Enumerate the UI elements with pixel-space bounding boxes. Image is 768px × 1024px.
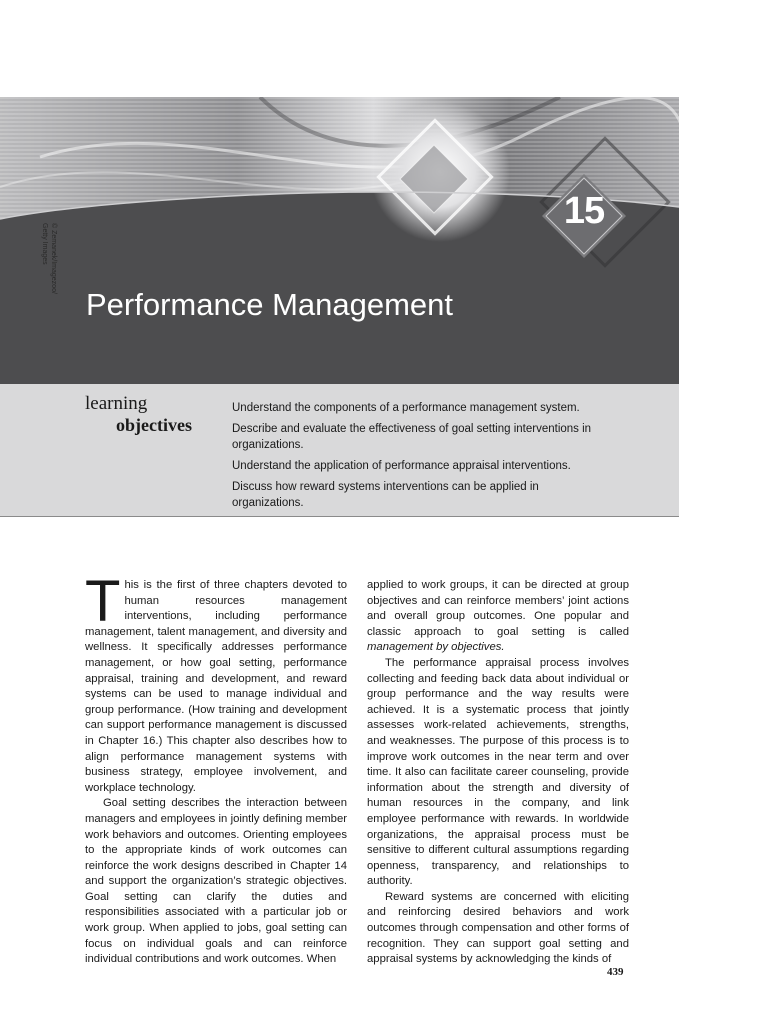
- body-paragraph: [85, 569, 347, 796]
- body-paragraph: The performance appraisal process involves collecting and feeding back data about individual or group performance and the way results were achieved. It is a systematic process that jointly assesses work-related achievements, strengths, and weaknesses. The purpose of this process is to improve work outcomes in the near term and over time. It also can facilitate career counseling, provide information about the strength and diversity of human resources in the company, and link employee performance with rewards. In worldwide organizations, the appraisal process must be sensitive to different cultural assumptions regarding openness, transparency, and relationships to authority.: [367, 656, 629, 888]
- chapter-title: Performance Management: [86, 287, 454, 322]
- body-paragraph: Goal setting describes the interaction between managers and employees in jointly defining member work behaviors and outcomes. Orienting employees to the appropriate kinds of work outcomes can reinforce the work designs described in Chapter 14 and support the organization’s strategic objectives. Goal setting can clarify the duties and responsibilities associated with a particular job or work group. When applied to jobs, goal setting can focus on individual goals and can reinforce individual contributions and work outcomes. When: [85, 797, 347, 966]
- objective-item: Discuss how reward systems interventions can be applied in organizations.: [232, 481, 539, 509]
- chapter-number: 15: [563, 190, 605, 232]
- page-number: 439: [607, 966, 624, 978]
- objective-item: Understand the components of a performance management system.: [232, 402, 580, 414]
- paragraph-text: his is the first of three chapters devoted to human resources management interventions, including performance management, talent management, and diversity and wellness. It specifically addresses performance management, or how goal setting, performance appraisal, training and development, and reward systems can be used to manage individual and group performance. (How training and development can support performance management is discussed in Chapter 16.) This chapter also describes how to align performance management systems with business strategy, employee involvement, and workplace technology.: [85, 579, 347, 794]
- photo-credit-line-2: Getty Images: [41, 223, 48, 265]
- photo-credit: [40, 223, 58, 294]
- objective-item: Understand the application of performance appraisal interventions.: [232, 460, 571, 472]
- photo-credit-line-1: © Zemanek/Imagezoo/: [50, 223, 57, 294]
- objective-item: Describe and evaluate the effectiveness of goal setting interventions in organizations.: [232, 423, 592, 451]
- body-column-right: [367, 578, 629, 968]
- paragraph-text: applied to work groups, it can be directed at group objectives and can reinforce members’ joint actions and overall group outcomes. One popular and classic approach to goal setting is called: [367, 579, 629, 638]
- italic-term: management by objectives.: [367, 641, 505, 654]
- drop-cap: T: [85, 569, 121, 634]
- body-paragraph: [367, 578, 629, 656]
- learning-label: learning: [85, 393, 148, 414]
- objectives-label: objectives: [116, 415, 192, 435]
- body-paragraph: Reward systems are concerned with eliciting and reinforcing desired behaviors and work outcomes through compensation and other forms of recognition. They can support goal setting and appraisal systems by acknowledging the kinds of: [367, 890, 629, 966]
- learning-objectives-list: [232, 400, 612, 516]
- body-column-left: [85, 569, 347, 968]
